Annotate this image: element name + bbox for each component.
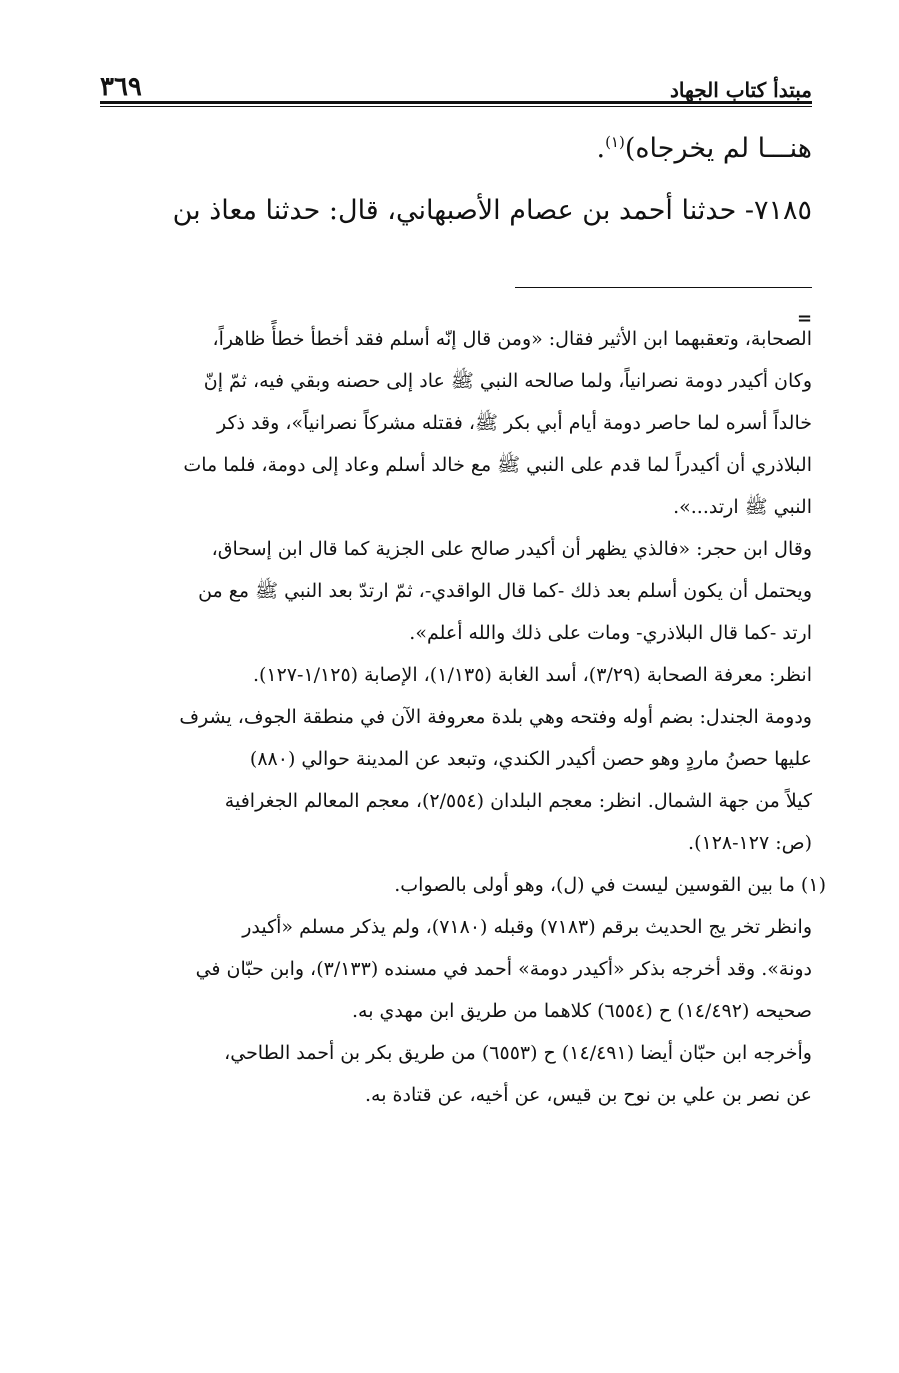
footnote-line: (١) ما بين القوسين ليست في (ل)، وهو أولى بالصواب. — [394, 874, 826, 896]
footnote-line: كيلاً من جهة الشمال. انظر: معجم البلدان (٢/٥٥٤)، معجم المعالم الجغرافية — [224, 790, 812, 812]
page-header — [100, 62, 812, 100]
footnote-line: وقال ابن حجر: «فالذي يظهر أن أكيدر صالح على الجزية كما قال ابن إسحاق، — [211, 538, 812, 560]
page-number: ٣٦٩ — [100, 72, 142, 102]
header-rule-thin — [100, 106, 812, 107]
footnote-line: وأخرجه ابن حبّان أيضا (١٤/٤٩١) ح (٦٥٥٣) من طريق بكر بن أحمد الطاحي، — [224, 1042, 812, 1064]
main-line-end: . — [596, 133, 606, 164]
footnote-line: (ص: ١٢٧-١٢٨). — [688, 832, 812, 854]
footnote-line: عليها حصنُ ماردٍ وهو حصن أكيدر الكندي، وتبعد عن المدينة حوالي (٨٨٠) — [249, 748, 812, 770]
footnotes — [100, 318, 826, 1116]
footnote-ref: (١) — [605, 133, 625, 151]
footnote-line: الصحابة، وتعقبهما ابن الأثير فقال: «ومن قال إنّه أسلم فقد أخطأ خطأً ظاهراً، — [212, 328, 812, 350]
footnote-line: ارتد -كما قال البلاذري- ومات على ذلك والله أعلم». — [409, 622, 812, 644]
footnote-continuation-mark: = — [797, 308, 813, 329]
footnote-line: دونة». وقد أخرجه بذكر «أكيدر دومة» أحمد في مسنده (٣/١٣٣)، وابن حبّان في — [195, 958, 812, 980]
footnote-line: ويحتمل أن يكون أسلم بعد ذلك -كما قال الواقدي-، ثمّ ارتدّ بعد النبي ﷺ مع من — [198, 580, 812, 602]
main-text — [100, 118, 812, 242]
footnote-continued — [100, 318, 812, 864]
footnote-line: عن نصر بن علي بن نوح بن قيس، عن أخيه، عن قتادة به. — [365, 1084, 812, 1106]
footnote-line: ودومة الجندل: بضم أوله وفتحه وهي بلدة معروفة الآن في منطقة الجوف، يشرف — [179, 706, 812, 728]
footnote-line: وكان أكيدر دومة نصرانياً، ولما صالحه النبي ﷺ عاد إلى حصنه وبقي فيه، ثمّ إنّ — [203, 370, 812, 392]
footnote-line: خالداً أسره لما حاصر دومة أيام أبي بكر ﷺ، فقتله مشركاً نصرانياً»، وقد ذكر — [217, 412, 812, 434]
footnote-line: النبي ﷺ ارتد...». — [673, 496, 812, 518]
footnote-line: البلاذري أن أكيدراً لما قدم على النبي ﷺ مع خالد أسلم وعاد إلى دومة، فلما مات — [183, 454, 812, 476]
footnote-1 — [100, 864, 826, 1116]
hadith-line: ٧١٨٥- حدثنا أحمد بن عصام الأصبهاني، قال: حدثنا معاذ بن — [172, 195, 812, 226]
running-title: مبتدأ كتاب الجهاد — [669, 78, 812, 102]
main-line-text: هنـــا لم يخرجاه) — [624, 133, 812, 164]
footnote-line: وانظر تخر يج الحديث برقم (٧١٨٣) وقبله (٧١٨٠)، ولم يذكر مسلم «أكيدر — [242, 916, 812, 938]
footnote-rule — [515, 287, 812, 288]
header-rule — [100, 101, 812, 104]
footnote-line: انظر: معرفة الصحابة (٣/٢٩)، أسد الغابة (١/١٣٥)، الإصابة (١/١٢٥-١٢٧). — [252, 664, 812, 686]
main-line — [100, 118, 812, 180]
footnote-line: صحيحه (١٤/٤٩٢) ح (٦٥٥٤) كلاهما من طريق ابن مهدي به. — [351, 1000, 812, 1022]
